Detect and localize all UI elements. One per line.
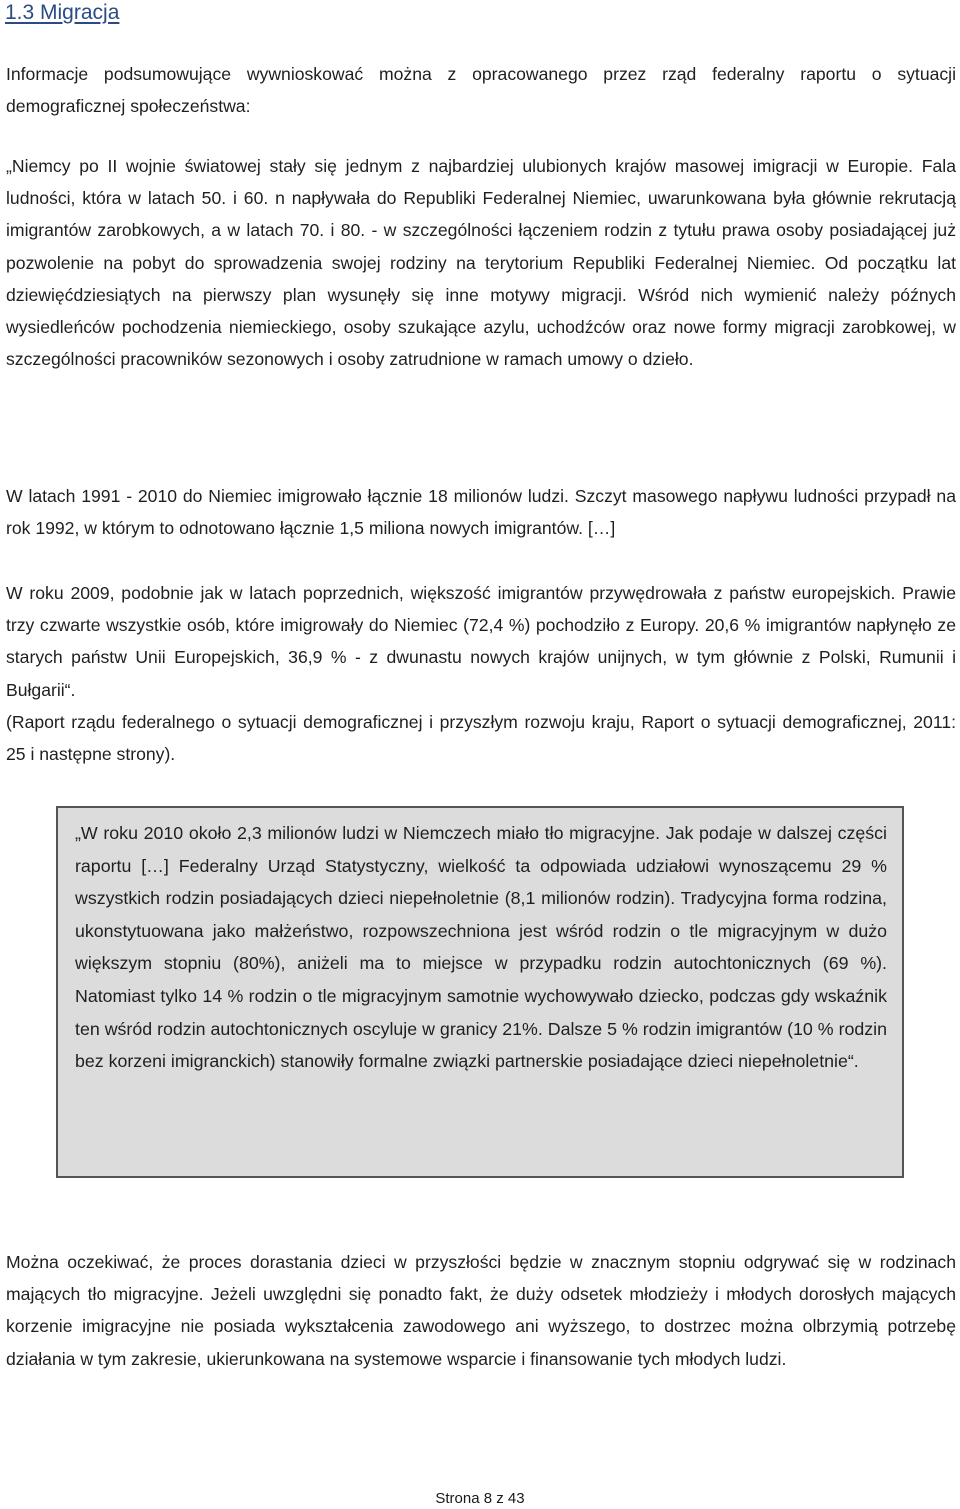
intro-paragraph: Informacje podsumowujące wywnioskować można z opracowanego przez rząd federalny raportu o sytuacji demograficznej społeczeństwa:: [6, 64, 956, 117]
immigration-stats-paragraph: W latach 1991 - 2010 do Niemiec imigrowało łącznie 18 milionów ludzi. Szczyt masowego napływu ludności przypadł na rok 1992, w którym to odnotowano łącznie 1,5 miliona nowych imigrantów. […]: [6, 486, 956, 539]
highlighted-quote-box: [56, 806, 904, 1178]
migration-history-quote: „Niemcy po II wojnie światowej stały się jednym z najbardziej ulubionych krajów masowej imigracji w Europie. Fala ludności, która w latach 50. i 60. n napływała do Republiki Federalnej Niemiec, uwarunkowana była głównie rekrutacją imigrantów zarobkowych, a w latach 70. i 80. - w szczególności łączeniem rodzin z tytułu prawa osoby posiadającej już pozwolenie na pobyt do sprowadzenia swojej rodziny na terytorium Republiki Federalnej Niemiec. Od początku lat dziewięćdziesiątych na pierwszy plan wysunęły się inne motywy migracji. Wśród nich wymienić należy późnych wysiedleńców pochodzenia niemieckiego, osoby szukające azylu, uchodźców oraz nowe formy migracji zarobkowej, w szczególności pracowników sezonowych i osoby zatrudnione w ramach umowy o dzieło.: [6, 156, 956, 370]
source-citation: (Raport rządu federalnego o sytuacji demograficznej i przyszłym rozwoju kraju, Raport o sytuacji demograficznej, 2011: 25 i następne strony).: [6, 712, 956, 765]
year-2009-paragraph: W roku 2009, podobnie jak w latach poprzednich, większość imigrantów przywędrowała z państw europejskich. Prawie trzy czwarte wszystkie osób, które imigrowały do Niemiec (72,4 %) pochodziło z Europy. 20,6 % imigrantów napłynęło ze starych państw Unii Europejskich, 36,9 % - z dwunastu nowych krajów unijnych, w tym głównie z Polski, Rumunii i Bułgarii“.: [6, 583, 956, 700]
highlighted-quote-text: „W roku 2010 około 2,3 milionów ludzi w Niemczech miało tło migracyjne. Jak podaje w dalszej części raportu […] Federalny Urząd Statystyczny, wielkość ta odpowiada udziałowi wynoszącemu 29 % wszystkich rodzin posiadających dzieci niepełnoletnie (8,1 milionów rodzin). Tradycyjna forma rodzina, ukonstytuowana jako małżeństwo, rozpowszechniona jest wśród rodzin o tle migracyjnym w dużo większym stopniu (80%), aniżeli ma to miejsce w przypadku rodzin autochtonicznych (69 %). Natomiast tylko 14 % rodzin o tle migracyjnym samotnie wychowywało dziecko, podczas gdy wskaźnik ten wśród rodzin autochtonicznych oscyluje w granicy 21%. Dalsze 5 % rodzin imigrantów (10 % rodzin bez korzeni imigranckich) stanowiły formalne związki partnerskie posiadające dzieci niepełnoletnie“.: [75, 823, 887, 1072]
page-number-footer: Strona 8 z 43: [435, 1490, 525, 1507]
section-heading: 1.3 Migracja: [5, 1, 120, 24]
closing-paragraph: Można oczekiwać, że proces dorastania dzieci w przyszłości będzie w znacznym stopniu odgrywać się w rodzinach mających tło migracyjne. Jeżeli uwzględni się ponadto fakt, że duży odsetek młodzieży i młodych dorosłych mających korzenie imigracyjne nie posiada wykształcenia zawodowego ani wyższego, to dostrzec można olbrzymią potrzebę działania w tym zakresie, ukierunkowana na systemowe wsparcie i finansowanie tych młodych ludzi.: [6, 1252, 956, 1369]
